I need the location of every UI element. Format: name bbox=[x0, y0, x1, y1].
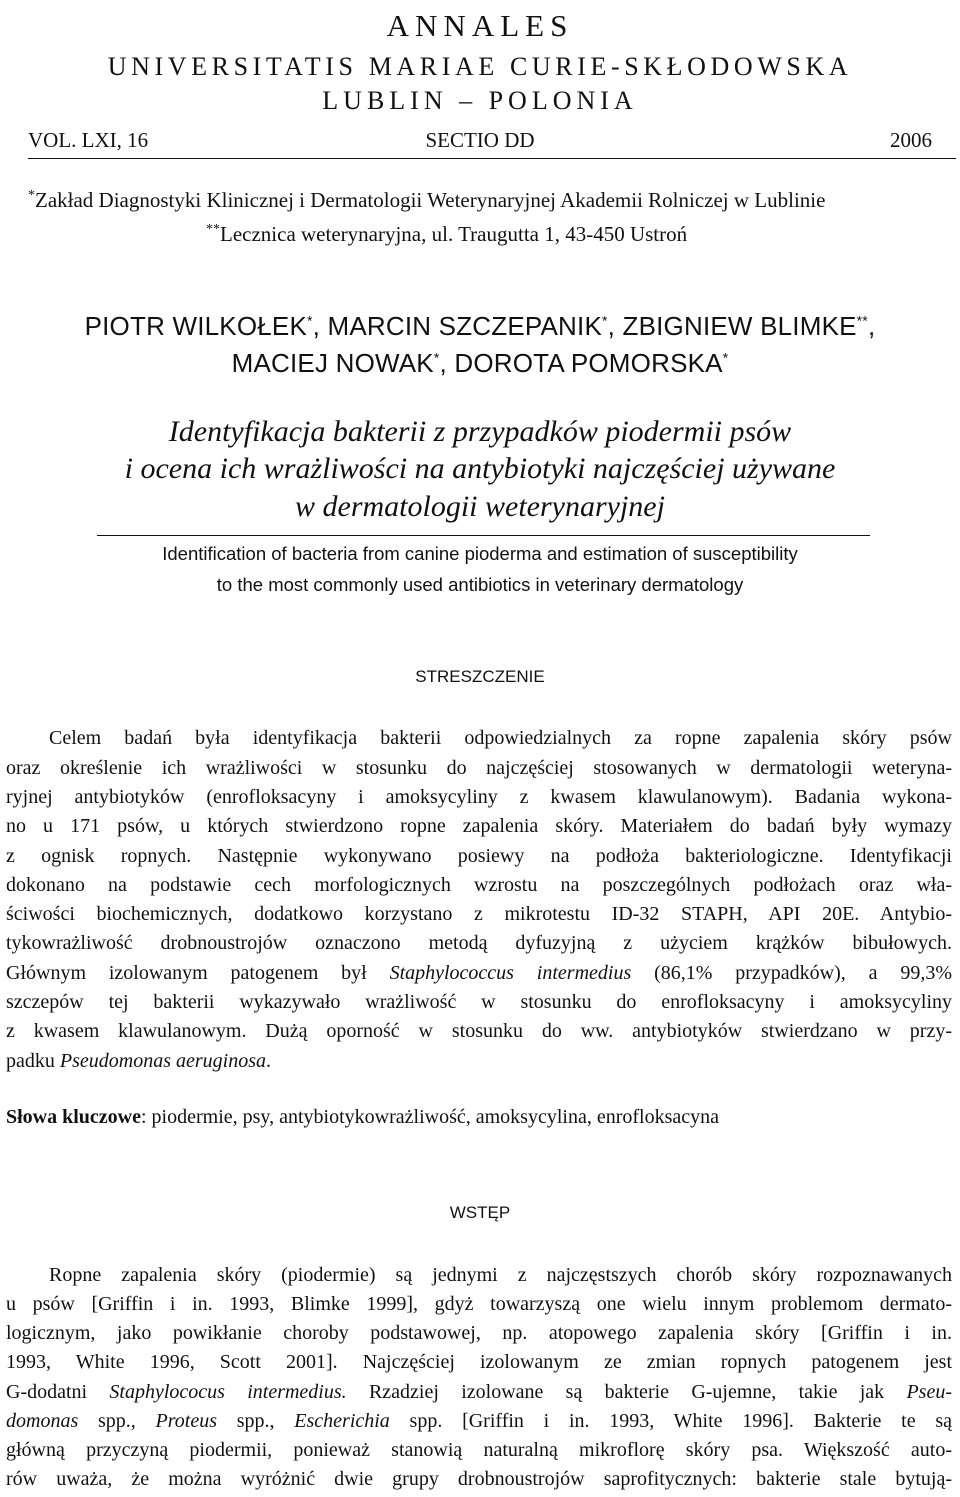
abstract-text: Głównym izolowanym patogenem był bbox=[6, 962, 390, 984]
title-polish-line: i ocena ich wrażliwości na antybiotyki najczęściej używane bbox=[124, 452, 836, 485]
intro-text: spp., bbox=[217, 1410, 295, 1432]
university-name: UNIVERSITATIS MARIAE CURIE-SKŁODOWSKA bbox=[107, 52, 853, 81]
authors-line-1 bbox=[0, 311, 960, 342]
author-mark: * bbox=[307, 312, 313, 329]
intro-line bbox=[6, 1408, 952, 1435]
header-rule bbox=[28, 158, 956, 159]
intro-text: spp., bbox=[78, 1410, 156, 1432]
abstract-line: szczepów tej bakterii wykazywało wrażliwość w stosunku do enrofloksacyny i amoksycyliny bbox=[6, 991, 952, 1013]
author-name: PIOTR WILKOŁEK bbox=[84, 311, 307, 341]
keywords-label: Słowa kluczowe bbox=[6, 1106, 141, 1128]
intro-line: 1993, White 1996, Scott 2001]. Najczęściej izolowanym ze zmian ropnych patogenem jest bbox=[6, 1351, 952, 1373]
city-country: LUBLIN – POLONIA bbox=[322, 86, 638, 115]
intro-line: logicznym, jako powikłanie choroby podstawowej, np. atopowego zapalenia skóry [Griffin i in. bbox=[6, 1322, 952, 1344]
intro-text: spp. [Griffin i in. 1993, White 1996]. Bakterie te są bbox=[389, 1410, 952, 1432]
intro-text: Rzadziej izolowane są bakterie G-ujemne, takie jak bbox=[346, 1381, 907, 1403]
affiliation-2-text: Lecznica weterynaryjna, ul. Traugutta 1, 43-450 Ustroń bbox=[220, 222, 688, 246]
author-name: , DOROTA POMORSKA bbox=[439, 348, 723, 378]
species-name: Proteus bbox=[155, 1410, 217, 1432]
section-name: SECTIO DD bbox=[425, 128, 535, 152]
author-mark: * bbox=[433, 349, 440, 366]
abstract-line: Celem badań była identyfikacja bakterii odpowiedzialnych za ropne zapalenia skóry psów bbox=[49, 727, 952, 749]
affiliation-2-mark: ** bbox=[206, 222, 220, 237]
species-name: Escherichia bbox=[294, 1410, 390, 1432]
abstract-text: padku bbox=[6, 1050, 60, 1072]
author-name: MACIEJ NOWAK bbox=[231, 348, 434, 378]
keywords-text: : piodermie, psy, antybiotykowrażliwość, amoksycylina, enrofloksacyna bbox=[141, 1106, 719, 1128]
species-name: Staphylococus intermedius. bbox=[109, 1381, 347, 1403]
author-name: , MARCIN SZCZEPANIK bbox=[312, 311, 602, 341]
abstract-line: z kwasem klawulanowym. Dużą oporność w stosunku do ww. antybiotyków stwierdzano w przy- bbox=[6, 1020, 952, 1042]
title-polish-line: w dermatologii weterynaryjnej bbox=[295, 490, 665, 523]
abstract-line: tykowrażliwość drobnoustrojów oznaczono metodą dyfuzyjną z użyciem krążków bibułowych. bbox=[6, 932, 952, 954]
publication-year: 2006 bbox=[890, 128, 932, 152]
affiliation-1-text: Zakład Diagnostyki Klinicznej i Dermatologii Weterynaryjnej Akademii Rolniczej w Lublinie bbox=[35, 188, 826, 212]
title-polish-line: Identyfikacja bakterii z przypadków piodermii psów bbox=[168, 415, 792, 448]
author-name: , ZBIGNIEW BLIMKE bbox=[607, 311, 857, 341]
volume-number: VOL. LXI, 16 bbox=[28, 128, 149, 152]
title-english-line: Identification of bacteria from canine pioderma and estimation of susceptibility bbox=[162, 543, 798, 564]
species-name: Pseudomonas aeruginosa bbox=[59, 1050, 266, 1072]
abstract-line bbox=[6, 1048, 952, 1075]
abstract-line: oraz określenie ich wrażliwości w stosunku do najczęściej stosowanych w dermatologii weteryna- bbox=[6, 757, 952, 779]
intro-line: u psów [Griffin i in. 1993, Blimke 1999], gdyż towarzyszą one wielu innym problemom dermato- bbox=[6, 1293, 952, 1315]
abstract-line: z ognisk ropnych. Następnie wykonywano posiewy na podłoża bakteriologiczne. Identyfikacji bbox=[6, 845, 952, 867]
intro-line: Ropne zapalenia skóry (piodermie) są jednymi z najczęstszych chorób skóry rozpoznawanych bbox=[49, 1264, 952, 1286]
intro-heading: WSTĘP bbox=[449, 1203, 511, 1222]
abstract-text: (86,1% przypadków), a 99,3% bbox=[631, 962, 952, 984]
species-name: Staphylococcus intermedius bbox=[389, 962, 632, 984]
affiliation-1-mark: * bbox=[28, 188, 35, 203]
journal-title: ANNALES bbox=[386, 8, 574, 43]
abstract-line: no u 171 psów, u których stwierdzono ropne zapalenia skóry. Materiałem do badań były wymazy bbox=[6, 815, 952, 837]
intro-line bbox=[6, 1379, 952, 1406]
affiliation-2 bbox=[206, 222, 687, 247]
abstract-text: . bbox=[266, 1050, 271, 1072]
author-mark: * bbox=[722, 349, 729, 366]
author-mark: ** bbox=[856, 312, 868, 329]
title-english-line: to the most commonly used antibiotics in veterinary dermatology bbox=[216, 574, 744, 595]
abstract-line bbox=[6, 960, 952, 987]
title-rule bbox=[97, 535, 870, 536]
author-separator: , bbox=[867, 311, 876, 341]
intro-line: główną przyczyną piodermii, ponieważ stanowią naturalną mikroflorę skóry psa. Większość auto- bbox=[6, 1439, 952, 1461]
authors-line-2 bbox=[0, 348, 960, 379]
abstract-line: ryjnej antybiotyków (enrofloksacyny i amoksycyliny z kwasem klawulanowym). Badania wykona- bbox=[6, 786, 952, 808]
keywords bbox=[6, 1106, 719, 1129]
intro-text: G-dodatni bbox=[6, 1381, 110, 1403]
affiliation-1 bbox=[28, 188, 825, 213]
author-mark: * bbox=[602, 312, 608, 329]
species-name: domonas bbox=[6, 1410, 79, 1432]
intro-line: rów uważa, że można wyróżnić dwie grupy drobnoustrojów saprofitycznych: bakterie stale bytują- bbox=[6, 1468, 952, 1490]
abstract-line: ściwości biochemicznych, dodatkowo korzystano z mikrotestu ID-32 STAPH, API 20E. Antybio- bbox=[6, 903, 952, 925]
species-name: Pseu- bbox=[906, 1381, 952, 1403]
abstract-line: dokonano na podstawie cech morfologicznych wzrostu na poszczególnych podłożach oraz wła- bbox=[6, 874, 952, 896]
abstract-heading: STRESZCZENIE bbox=[415, 667, 545, 686]
